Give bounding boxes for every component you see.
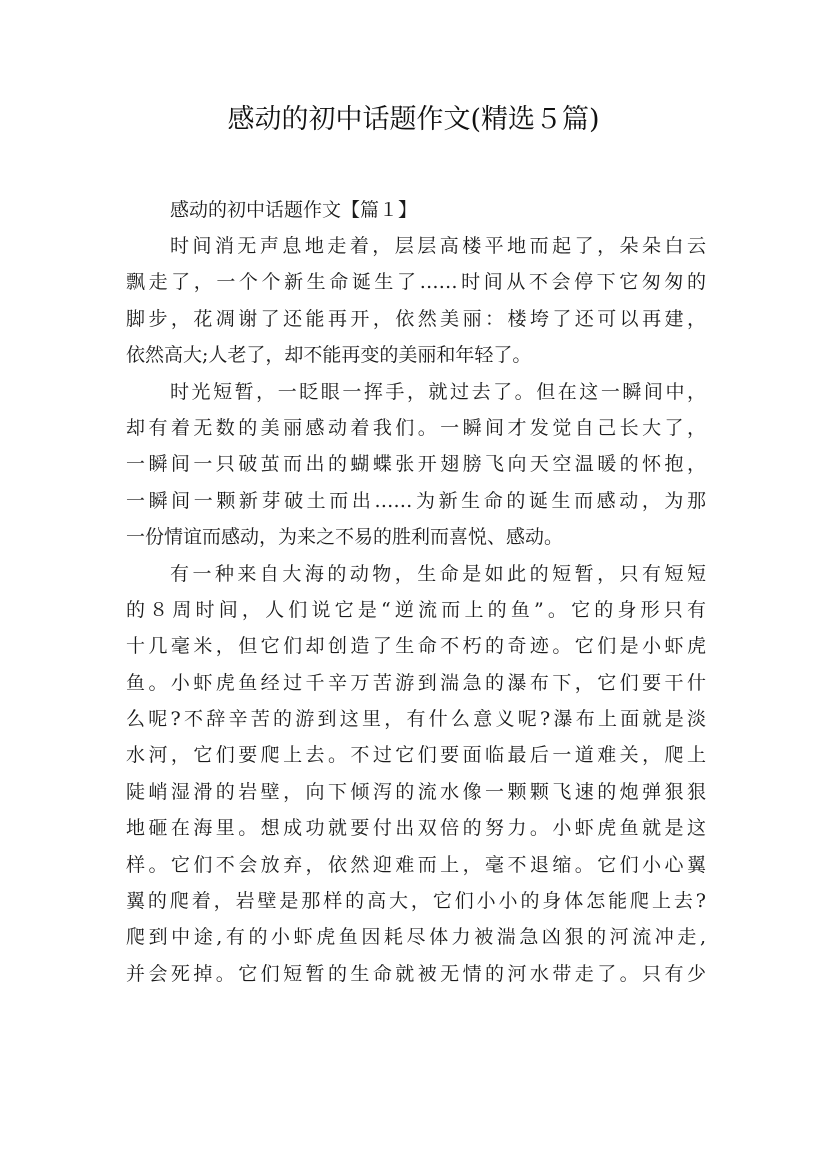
text-line: 陡峭湿滑的岩壁，向下倾泻的流水像一颗颗飞速的炮弹狠狠: [126, 780, 706, 803]
paragraph-1: [126, 228, 706, 374]
section-heading: 感动的初中话题作文【篇１】: [170, 199, 418, 221]
document-body: [126, 228, 706, 992]
text-line: 爬到中途,有的小虾虎鱼因耗尽体力被湍急凶狠的河流冲走,: [126, 926, 706, 949]
text-line: 一瞬间一颗新芽破土而出……为新生命的诞生而感动，为那: [126, 489, 706, 512]
text-line: 水河，它们要爬上去。不过它们要面临最后一道难关，爬上: [126, 744, 706, 767]
text-line: 么呢?不辞辛苦的游到这里，有什么意义呢?瀑布上面就是淡: [126, 708, 706, 731]
text-line: 地砸在海里。想成功就要付出双倍的努力。小虾虎鱼就是这: [126, 817, 706, 840]
text-line: 一份情谊而感动，为来之不易的胜利而喜悦、感动。: [126, 526, 564, 549]
text-line: 有一种来自大海的动物，生命是如此的短暂，只有短短: [170, 562, 706, 585]
paragraph-2: [126, 374, 706, 556]
text-line: 并会死掉。它们短暂的生命就被无情的河水带走了。只有少: [126, 962, 706, 985]
text-line: 翼的爬着，岩壁是那样的高大，它们小小的身体怎能爬上去?: [126, 890, 706, 913]
text-line: 的８周时间，人们说它是“逆流而上的鱼”。它的身形只有: [126, 598, 706, 621]
text-line: 却有着无数的美丽感动着我们。一瞬间才发觉自己长大了，: [126, 416, 706, 439]
text-line: 脚步，花凋谢了还能再开，依然美丽：楼垮了还可以再建，: [126, 307, 706, 330]
text-line: 鱼。小虾虎鱼经过千辛万苦游到湍急的瀑布下，它们要干什: [126, 671, 706, 694]
paragraph-3: [126, 556, 706, 993]
text-line: 样。它们不会放弃，依然迎难而上，毫不退缩。它们小心翼: [126, 853, 706, 876]
text-line: 飘走了，一个个新生命诞生了……时间从不会停下它匆匆的: [126, 271, 706, 294]
text-line: 时间消无声息地走着，层层高楼平地而起了，朵朵白云: [170, 235, 706, 257]
text-line: 十几毫米，但它们却创造了生命不朽的奇迹。它们是小虾虎: [126, 635, 706, 658]
text-line: 时光短暂，一眨眼一挥手，就过去了。但在这一瞬间中，: [170, 380, 706, 403]
document-title: 感动的初中话题作文(精选５篇): [227, 104, 600, 135]
text-line: 依然高大;人老了，却不能再变的美丽和年轻了。: [126, 344, 532, 367]
text-line: 一瞬间一只破茧而出的蝴蝶张开翅膀飞向天空温暖的怀抱，: [126, 453, 706, 476]
